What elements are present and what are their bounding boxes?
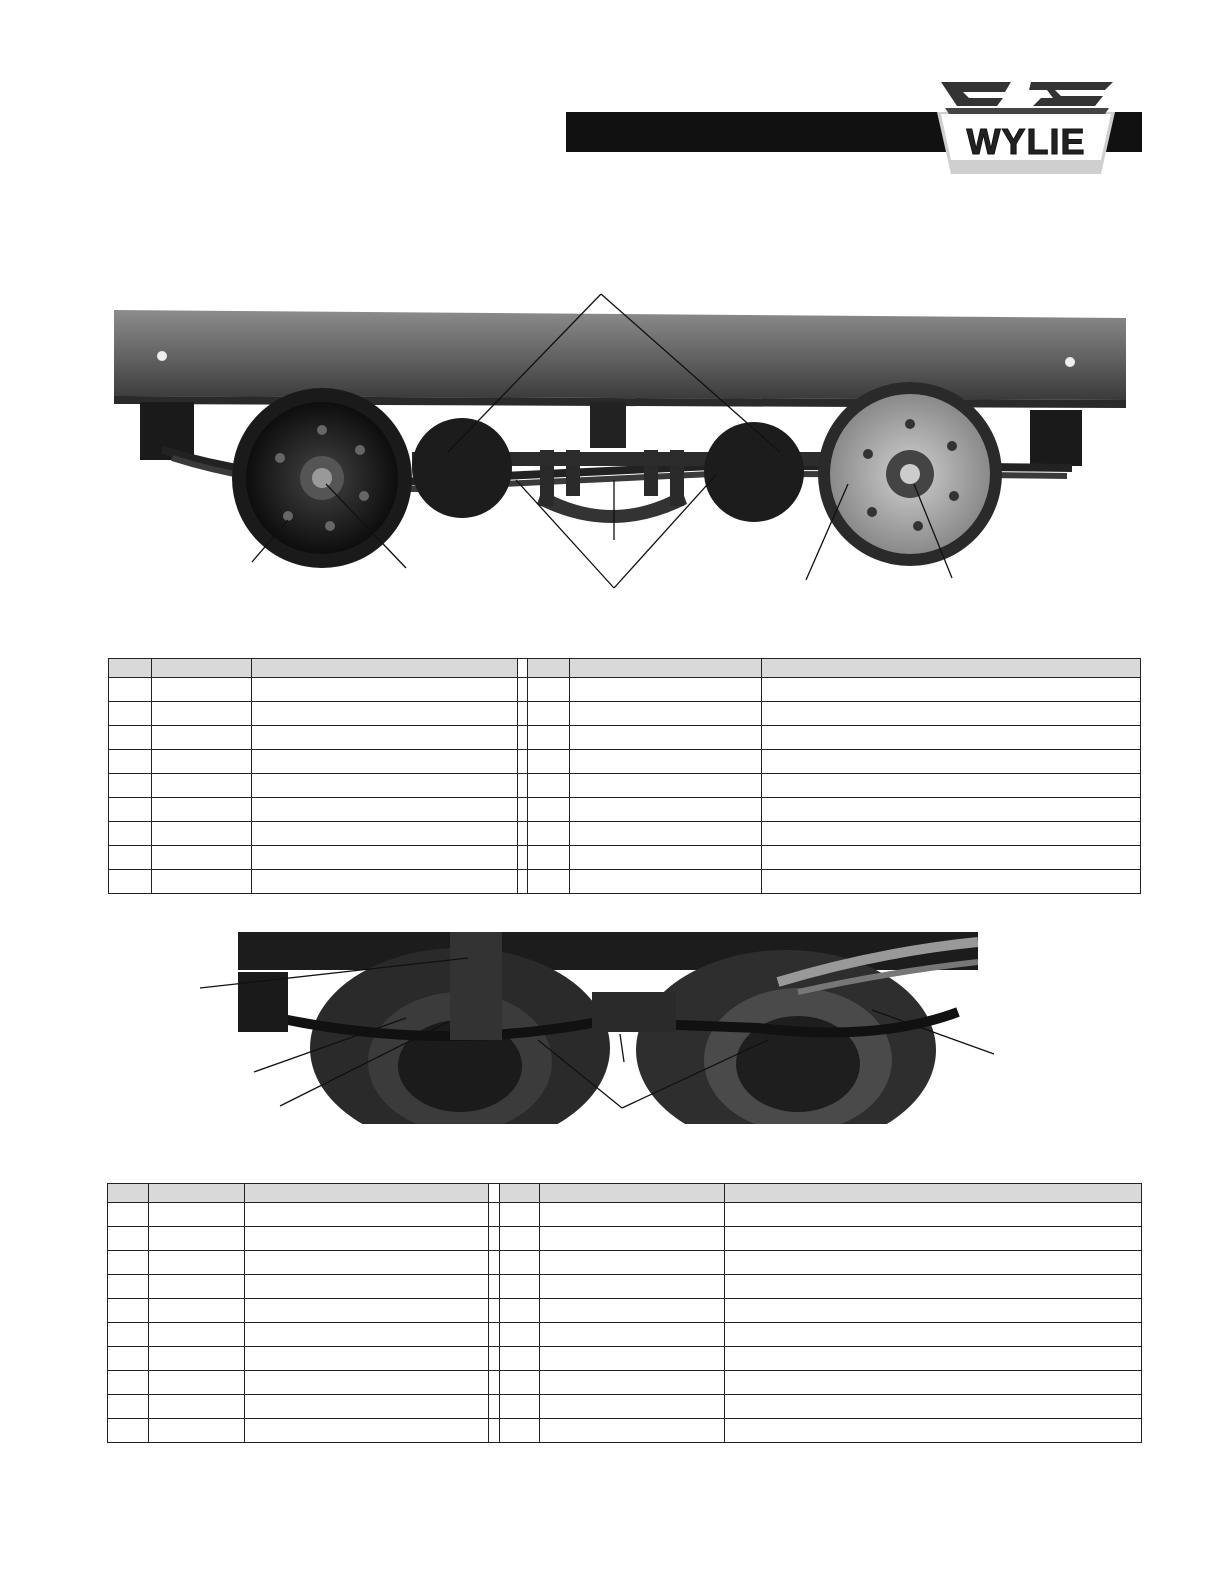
table-cell	[108, 1419, 149, 1443]
table-row	[109, 798, 1141, 822]
axle-assembly-photo	[112, 290, 1132, 590]
table-cell	[540, 1371, 725, 1395]
table-cell	[245, 1227, 489, 1251]
table-cell	[570, 798, 762, 822]
table-row	[109, 678, 1141, 702]
table-cell	[570, 726, 762, 750]
table-cell	[245, 1371, 489, 1395]
table-gap-cell	[489, 1323, 500, 1347]
table-cell	[500, 1251, 540, 1275]
table-cell	[500, 1419, 540, 1443]
table-cell	[762, 870, 1141, 894]
table-gap-cell	[518, 798, 528, 822]
table-cell	[252, 702, 518, 726]
table-cell	[149, 1203, 245, 1227]
svg-text:WYLIE: WYLIE	[966, 121, 1086, 162]
table-row	[108, 1203, 1142, 1227]
header-cell	[725, 1184, 1142, 1203]
table-cell	[152, 870, 252, 894]
table-gap-cell	[518, 726, 528, 750]
table-cell	[252, 774, 518, 798]
table-row	[109, 750, 1141, 774]
table-cell	[109, 774, 152, 798]
header-cell	[109, 659, 152, 678]
table-cell	[725, 1227, 1142, 1251]
table-cell	[109, 702, 152, 726]
table-cell	[152, 726, 252, 750]
table-cell	[152, 846, 252, 870]
table-cell	[762, 846, 1141, 870]
table-gap-cell	[489, 1203, 500, 1227]
table-cell	[570, 846, 762, 870]
table-cell	[252, 846, 518, 870]
table-cell	[500, 1371, 540, 1395]
table-cell	[725, 1251, 1142, 1275]
table-row	[108, 1371, 1142, 1395]
table-cell	[245, 1203, 489, 1227]
table-row	[109, 846, 1141, 870]
table-row	[109, 702, 1141, 726]
table-cell	[245, 1251, 489, 1275]
table-gap-cell	[489, 1419, 500, 1443]
table-gap-cell	[518, 678, 528, 702]
table-cell	[108, 1251, 149, 1275]
table-cell	[149, 1227, 245, 1251]
table-cell	[540, 1299, 725, 1323]
table-row	[108, 1227, 1142, 1251]
header-cell	[245, 1184, 489, 1203]
table-cell	[149, 1275, 245, 1299]
table-cell	[528, 726, 570, 750]
table-cell	[500, 1227, 540, 1251]
parts-table-bottom	[107, 1183, 1142, 1443]
table-cell	[762, 678, 1141, 702]
table-gap-cell	[518, 822, 528, 846]
table-cell	[762, 798, 1141, 822]
table-gap-cell	[518, 846, 528, 870]
table-cell	[108, 1227, 149, 1251]
table-cell	[528, 870, 570, 894]
table-row	[109, 726, 1141, 750]
table-cell	[245, 1275, 489, 1299]
table-cell	[108, 1371, 149, 1395]
table-cell	[252, 798, 518, 822]
table-cell	[725, 1419, 1142, 1443]
table-gap-cell	[489, 1275, 500, 1299]
table-header-row	[108, 1184, 1142, 1203]
table-cell	[109, 822, 152, 846]
table-cell	[570, 678, 762, 702]
table-cell	[108, 1203, 149, 1227]
table-cell	[109, 870, 152, 894]
table-gap-cell	[489, 1251, 500, 1275]
table-cell	[570, 774, 762, 798]
table-cell	[762, 750, 1141, 774]
header-cell	[252, 659, 518, 678]
table-cell	[245, 1323, 489, 1347]
table-cell	[528, 846, 570, 870]
table-cell	[152, 822, 252, 846]
table-cell	[540, 1203, 725, 1227]
header-cell	[762, 659, 1141, 678]
header-cell	[528, 659, 570, 678]
table-cell	[725, 1323, 1142, 1347]
table-row	[108, 1419, 1142, 1443]
table-cell	[500, 1395, 540, 1419]
table-cell	[500, 1347, 540, 1371]
table-row	[109, 774, 1141, 798]
table-gap-cell	[518, 702, 528, 726]
table-gap-cell	[489, 1395, 500, 1419]
table-row	[108, 1275, 1142, 1299]
table-cell	[528, 822, 570, 846]
table-cell	[149, 1323, 245, 1347]
table-cell	[528, 702, 570, 726]
header-cell	[149, 1184, 245, 1203]
table-cell	[245, 1419, 489, 1443]
table-gap-cell	[489, 1299, 500, 1323]
table-cell	[109, 846, 152, 870]
table-cell	[149, 1299, 245, 1323]
table-row	[108, 1251, 1142, 1275]
table-gap-cell	[489, 1347, 500, 1371]
table-cell	[528, 798, 570, 822]
table-row	[108, 1347, 1142, 1371]
wylie-logo	[933, 78, 1119, 180]
table-cell	[540, 1419, 725, 1443]
header-cell	[152, 659, 252, 678]
table-cell	[762, 822, 1141, 846]
table-cell	[252, 678, 518, 702]
table-cell	[725, 1275, 1142, 1299]
parts-table-top	[108, 658, 1141, 894]
table-cell	[500, 1203, 540, 1227]
table-cell	[500, 1275, 540, 1299]
table-cell	[570, 702, 762, 726]
table-cell	[152, 702, 252, 726]
table-cell	[109, 750, 152, 774]
table-cell	[540, 1395, 725, 1419]
table-cell	[528, 774, 570, 798]
table-cell	[152, 678, 252, 702]
table-cell	[108, 1347, 149, 1371]
table-row	[109, 870, 1141, 894]
table-cell	[725, 1371, 1142, 1395]
table-cell	[149, 1395, 245, 1419]
table-cell	[570, 822, 762, 846]
table-row	[108, 1299, 1142, 1323]
table-cell	[149, 1419, 245, 1443]
table-cell	[152, 774, 252, 798]
table-gap-cell	[518, 750, 528, 774]
table-gap-cell	[518, 774, 528, 798]
header-cell	[540, 1184, 725, 1203]
table-cell	[149, 1251, 245, 1275]
table-gap-cell	[489, 1227, 500, 1251]
table-cell	[500, 1323, 540, 1347]
table-gap-cell	[489, 1371, 500, 1395]
table-cell	[149, 1371, 245, 1395]
table-cell	[540, 1227, 725, 1251]
table-cell	[149, 1347, 245, 1371]
table-gap-cell	[518, 870, 528, 894]
table-cell	[245, 1347, 489, 1371]
table-cell	[540, 1251, 725, 1275]
table-cell	[109, 678, 152, 702]
header-cell	[570, 659, 762, 678]
table-cell	[540, 1323, 725, 1347]
table-cell	[528, 750, 570, 774]
table-cell	[252, 870, 518, 894]
table-cell	[152, 750, 252, 774]
table-cell	[252, 726, 518, 750]
table-cell	[528, 678, 570, 702]
table-cell	[152, 798, 252, 822]
table-row	[108, 1323, 1142, 1347]
table-cell	[540, 1347, 725, 1371]
table-cell	[540, 1275, 725, 1299]
header-cell	[500, 1184, 540, 1203]
table-cell	[570, 750, 762, 774]
table-cell	[108, 1395, 149, 1419]
table-cell	[570, 870, 762, 894]
table-cell	[108, 1323, 149, 1347]
table-row	[109, 822, 1141, 846]
suspension-underside-photo	[238, 932, 978, 1124]
table-cell	[762, 702, 1141, 726]
table-cell	[252, 750, 518, 774]
table-cell	[109, 798, 152, 822]
table-cell	[500, 1299, 540, 1323]
table-cell	[725, 1203, 1142, 1227]
table-cell	[245, 1395, 489, 1419]
table-cell	[725, 1299, 1142, 1323]
header-cell	[108, 1184, 149, 1203]
table-cell	[245, 1299, 489, 1323]
table-header-row	[109, 659, 1141, 678]
table-cell	[108, 1299, 149, 1323]
table-cell	[109, 726, 152, 750]
table-cell	[108, 1275, 149, 1299]
table-cell	[252, 822, 518, 846]
header-gap	[518, 659, 528, 678]
table-cell	[762, 726, 1141, 750]
table-row	[108, 1395, 1142, 1419]
table-cell	[725, 1347, 1142, 1371]
table-cell	[725, 1395, 1142, 1419]
table-cell	[762, 774, 1141, 798]
header-gap	[489, 1184, 500, 1203]
